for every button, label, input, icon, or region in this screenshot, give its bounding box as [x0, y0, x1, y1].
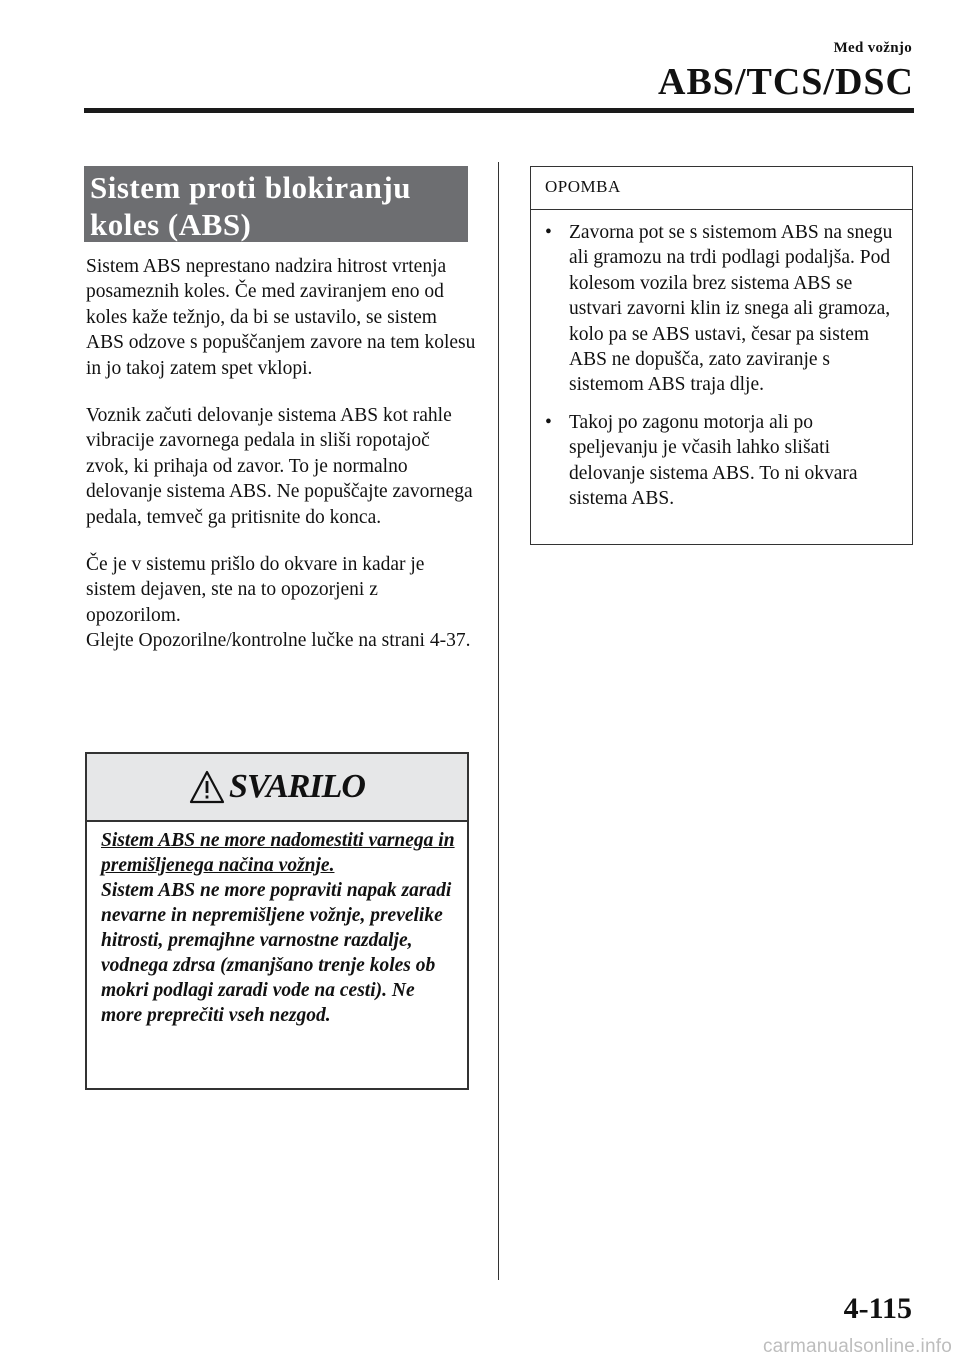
section-title-line-1: Sistem proti blokiranju: [90, 170, 411, 205]
body-paragraph-1: Sistem ABS neprestano nadzira hitrost vrtenja posameznih koles. Če med zaviranjem eno od koles kaže težnjo, da bi se ustavilo, se sistem ABS odzove s popuščanjem zavore na tem kolesu in jo takoj zatem spet vklopi.: [86, 256, 476, 379]
note-item-2: [545, 410, 902, 512]
note-item-text: Takoj po zagonu motorja ali po speljevanju je včasih lahko slišati delovanje sistema ABS. To ni okvara sistema ABS.: [569, 411, 858, 510]
warning-header: [87, 754, 467, 822]
body-paragraph-4: Glejte Opozorilne/kontrolne lučke na strani 4-37.: [86, 630, 471, 652]
note-bullet: •: [545, 222, 552, 243]
note-item-text: Zavorna pot se s sistemom ABS na snegu ali gramozu na trdi podlagi podaljša. Pod kolesom vozila brez sistema ABS se ustvari zavorni klin iz snega ali gramoza, kolo pa se ABS ustavi, česar pa sistem ABS ne dopušča, zato zaviranje s sistemom ABS traja dlje.: [569, 222, 893, 396]
note-box: [530, 166, 913, 545]
warning-triangle-icon: [189, 770, 225, 804]
section-title: [84, 166, 468, 242]
warning-underlined-text: Sistem ABS ne more nadomestiti varnega in premišljenega načina vožnje.: [101, 830, 455, 876]
warning-box: [85, 752, 469, 1090]
warning-title: SVARILO: [229, 768, 365, 805]
note-bullet: •: [545, 411, 552, 433]
note-item-1: [545, 220, 902, 398]
body-paragraph-2: Voznik začuti delovanje sistema ABS kot rahle vibracije zavornega pedala in sliši ropotajoč zvok, ki prihaja od zavor. To je normalno delovanje sistema ABS. Ne popuščajte zavornega pedala, temveč ga pritisnite do konca.: [86, 405, 473, 528]
section-title-line-2: koles (ABS): [90, 207, 252, 242]
header-rule: [84, 108, 914, 113]
note-list: [531, 210, 912, 511]
column-divider: [498, 162, 499, 1280]
warning-body: [87, 822, 467, 1028]
page-number: 4-115: [843, 1292, 912, 1325]
warning-text: Sistem ABS ne more popraviti napak zaradi nevarne in nepremišljene vožnje, prevelike hitrosti, premajhne varnostne razdalje, vodnega zdrsa (zmanjšano trenje koles ob mokri podlagi zaradi vode na cesti). Ne more preprečiti vseh nezgod.: [101, 880, 452, 1026]
header-chapter-title: ABS/TCS/DSC: [658, 61, 914, 103]
body-paragraph-3: Če je v sistemu prišlo do okvare in kadar je sistem dejaven, ste na to opozorjeni z opozorilom.: [86, 554, 425, 626]
header-section-label: Med vožnjo: [833, 40, 912, 56]
body-text: [86, 254, 476, 676]
note-title: OPOMBA: [531, 167, 912, 210]
watermark: carmanualsonline.info: [762, 1336, 952, 1357]
